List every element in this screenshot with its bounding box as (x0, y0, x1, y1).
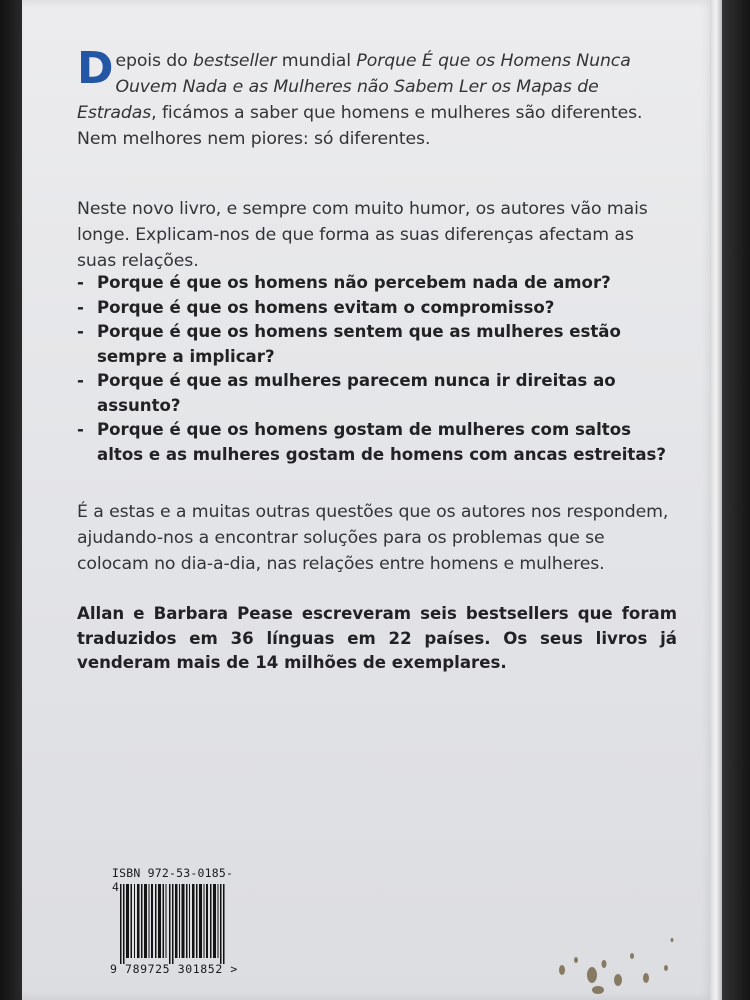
question-item (77, 418, 677, 467)
question-dash: - (77, 322, 84, 341)
intro-text-2: mundial (276, 51, 357, 71)
question-text: Porque é que as mulheres parecem nunca ir direitas ao assunto? (97, 371, 616, 415)
question-item (77, 271, 677, 296)
third-paragraph: É a estas e a muitas outras questões que os autores nos respondem, ajudando-nos a encontrar soluções para os problemas que se colocam no dia-a-dia, nas relações entre homens e mulheres. (77, 502, 669, 574)
book-back-cover (22, 0, 716, 1000)
question-item (77, 296, 677, 321)
intro-text-3: , ficámos a saber que homens e mulheres são diferentes. Nem melhores nem piores: só diferentes. (77, 103, 643, 149)
question-dash: - (77, 297, 84, 317)
question-text: Porque é que os homens sentem que as mulheres estão sempre a implicar? (97, 322, 621, 366)
intro-italic-book-title: Porque É que os Homens Nunca Ouvem Nada e as Mulheres não Sabem Ler os Mapas de Estradas (77, 51, 631, 123)
barcode-bars (120, 884, 228, 964)
question-text: Porque é que os homens não percebem nada de amor? (97, 273, 611, 292)
question-text: Porque é que os homens evitam o compromisso? (97, 297, 555, 317)
intro-italic-bestseller: bestseller (193, 51, 277, 71)
question-item (77, 320, 677, 369)
background-left (0, 0, 22, 1000)
question-dash: - (77, 420, 84, 439)
question-dash: - (77, 371, 84, 390)
intro-text-1: epois do (115, 51, 194, 71)
book-spine-edge (710, 0, 722, 1000)
intro-paragraph (77, 43, 677, 152)
question-text: Porque é que os homens gostam de mulheres com saltos altos e as mulheres gostam de homens com ancas estreitas? (97, 420, 667, 464)
questions-list (77, 271, 677, 467)
barcode-digits: 9 789725 301852 > (110, 962, 238, 976)
authors-paragraph: Allan e Barbara Pease escreveram seis bestsellers que foram traduzidos em 36 línguas em 22 países. Os seus livros já venderam mais de 14 milhões de exemplares. (77, 604, 677, 672)
question-item (77, 369, 677, 418)
barcode-block (110, 866, 238, 986)
isbn-label: ISBN 972-53-0185-4 (112, 866, 234, 894)
drop-cap: D (77, 43, 114, 94)
second-paragraph: Neste novo livro, e sempre com muito humor, os autores vão mais longe. Explicam-nos de que forma as suas diferenças afectam as suas relações. (77, 199, 648, 271)
cover-stains (542, 920, 712, 1000)
question-dash: - (77, 273, 84, 292)
